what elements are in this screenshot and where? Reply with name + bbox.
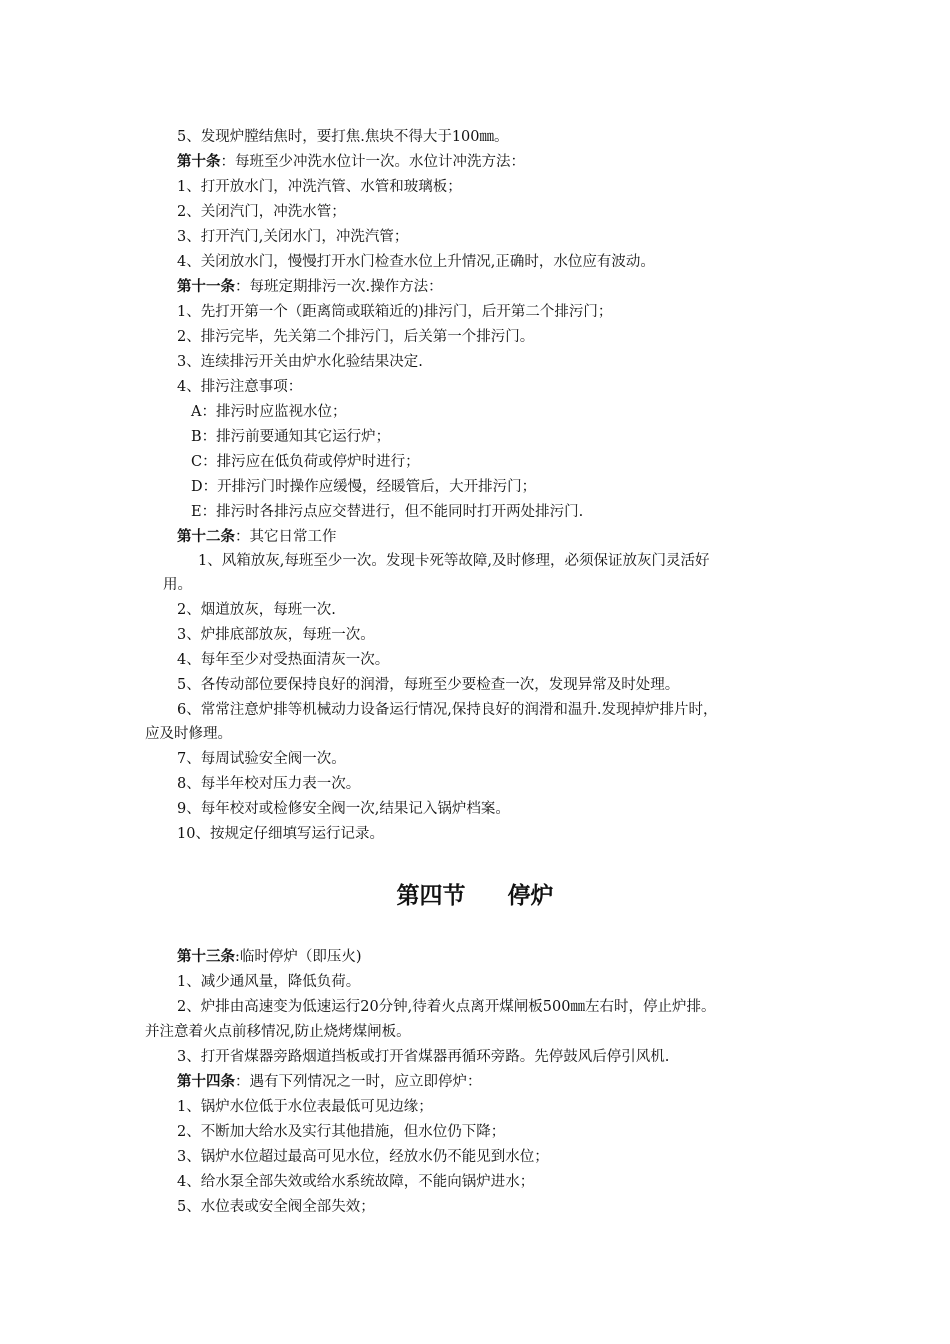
text-line: 2、不断加大给水及实行其他措施，但水位仍下降；: [177, 1124, 506, 1140]
text-line: 5、水位表或安全阀全部失效；: [177, 1199, 375, 1215]
text-line: 2、烟道放灰，每班一次.: [177, 602, 336, 618]
section-number: 第四节: [396, 883, 466, 909]
text-line: 3、锅炉水位超过最高可见水位，经放水仍不能见到水位；: [177, 1149, 549, 1165]
text-line: 并注意着火点前移情况,防止烧烤煤闸板。: [145, 1024, 411, 1040]
text-line: 2、炉排由高速变为低速运行20分钟,待着火点离开煤闸板500㎜左右时，停止炉排。: [177, 999, 716, 1015]
text-line: 4、给水泵全部失效或给水系统故障，不能向锅炉进水；: [177, 1174, 535, 1190]
text-line: 9、每年校对或检修安全阀一次,结果记入锅炉档案。: [177, 801, 510, 817]
section-heading: [0, 880, 950, 912]
text-line: 7、每周试验安全阀一次。: [177, 751, 346, 767]
text-line: 8、每半年校对压力表一次。: [177, 776, 361, 792]
text-line: 1、锅炉水位低于水位表最低可见边缘；: [177, 1099, 433, 1115]
text-line: 1、先打开第一个（距离筒或联箱近的)排污门，后开第二个排污门；: [177, 304, 613, 320]
article-line: 第十三条:临时停炉（即压火): [177, 949, 362, 965]
section-title: 停炉: [507, 883, 554, 909]
article-line: 第十四条：遇有下列情况之一时，应立即停炉：: [177, 1074, 482, 1090]
text-line: 3、打开省煤器旁路烟道挡板或打开省煤器再循环旁路。先停鼓风后停引风机.: [177, 1049, 670, 1065]
text-line: D：开排污门时操作应缓慢，经暖管后，大开排污门；: [191, 479, 537, 495]
text-line: C：排污应在低负荷或停炉时进行；: [191, 454, 420, 470]
text-line: A：排污时应监视水位；: [191, 404, 347, 420]
text-line: 5、各传动部位要保持良好的润滑，每班至少要检查一次，发现异常及时处理。: [177, 677, 680, 693]
article-label: 第十二条: [177, 529, 235, 545]
article-label: 第十四条: [177, 1074, 235, 1090]
article-line: 第十条：每班至少冲洗水位计一次。水位计冲洗方法：: [177, 154, 525, 170]
text-line: B：排污前要通知其它运行炉；: [191, 429, 391, 445]
text-line: 6、常常注意炉排等机械动力设备运行情况,保持良好的润滑和温升.发现掉炉排片时，: [177, 702, 718, 718]
text-line: 4、排污注意事项：: [177, 379, 303, 395]
article-line: 第十二条：其它日常工作: [177, 529, 337, 545]
text-line: 1、打开放水门，冲洗汽管、水管和玻璃板；: [177, 179, 462, 195]
article-label: 第十条: [177, 154, 221, 170]
text-line: 应及时修理。: [145, 726, 232, 742]
article-line: 第十一条：每班定期排污一次.操作方法：: [177, 279, 443, 295]
text-line: 5、发现炉膛结焦时，要打焦.焦块不得大于100㎜。: [177, 129, 509, 145]
text-line: 3、连续排污开关由炉水化验结果决定.: [177, 354, 423, 370]
text-line: 10、按规定仔细填写运行记录。: [177, 826, 384, 842]
text-line: 4、每年至少对受热面清灰一次。: [177, 652, 390, 668]
text-line: 2、关闭汽门，冲洗水管；: [177, 204, 346, 220]
text-line: 2、排污完毕，先关第二个排污门，后关第一个排污门。: [177, 329, 535, 345]
text-line: 1、风箱放灰,每班至少一次。发现卡死等故障,及时修理，必须保证放灰门灵活好: [198, 553, 710, 569]
article-label: 第十三条: [177, 949, 235, 965]
text-line: 3、打开汽门,关闭水门，冲洗汽管；: [177, 229, 409, 245]
text-line: 用。: [163, 577, 192, 593]
text-line: 3、炉排底部放灰，每班一次。: [177, 627, 375, 643]
text-line: E：排污时各排污点应交替进行，但不能同时打开两处排污门.: [191, 504, 584, 520]
text-line: 1、减少通风量，降低负荷。: [177, 974, 361, 990]
article-label: 第十一条: [177, 279, 235, 295]
text-line: 4、关闭放水门，慢慢打开水门检查水位上升情况,正确时，水位应有波动。: [177, 254, 655, 270]
